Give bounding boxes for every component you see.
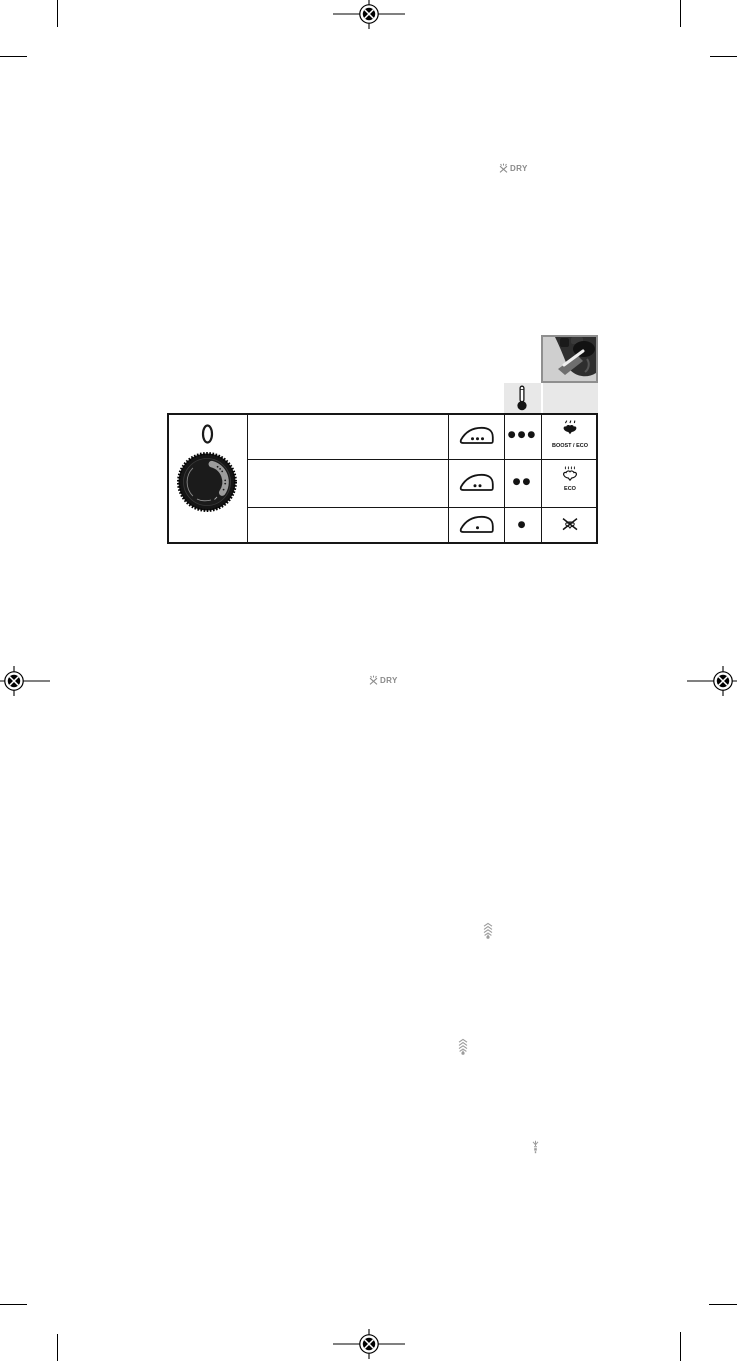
thermometer-icon — [516, 385, 528, 411]
temperature-dots-row2: ●● — [512, 477, 533, 487]
no-steam-icon — [562, 516, 578, 532]
trim-mark-top-right-v — [680, 0, 681, 27]
table-divider — [541, 413, 542, 543]
registration-mark-bottom — [329, 1329, 409, 1359]
iron-1-dot-icon — [457, 512, 495, 537]
dry-label-top — [499, 163, 528, 173]
iron-product-photo — [541, 335, 598, 383]
trim-mark-bottom-left-h — [0, 1304, 27, 1305]
dry-label-mid — [369, 675, 398, 685]
dial-indicator-window — [203, 426, 212, 443]
registration-mark-right — [683, 666, 737, 696]
trim-mark-top-left-h — [0, 56, 27, 57]
vertical-steam-icon — [531, 1140, 540, 1156]
temperature-dots-row3: ● — [517, 520, 528, 530]
steam-header-cell — [543, 383, 599, 413]
table-divider — [247, 459, 597, 460]
steam-boost-icon — [562, 420, 578, 439]
steam-jet-icon — [458, 1038, 468, 1055]
iron-3-dots-icon — [457, 423, 495, 448]
steam-eco-icon — [562, 466, 578, 485]
table-divider — [448, 413, 449, 543]
table-divider — [247, 507, 597, 508]
no-steam-mini-icon — [499, 163, 508, 173]
trim-mark-bottom-right-v — [680, 1332, 681, 1361]
steam-jet-icon — [483, 922, 493, 939]
iron-2-dots-icon — [457, 470, 495, 495]
trim-mark-bottom-left-v — [57, 1334, 58, 1361]
dry-text-top: DRY — [510, 163, 528, 173]
steam-mode-label-row2: ECO — [564, 486, 576, 492]
trim-mark-bottom-right-h — [709, 1304, 737, 1305]
temperature-dial-photo — [167, 413, 247, 543]
steam-mode-label-row1: BOOST / ECO — [551, 443, 589, 449]
registration-mark-top — [329, 0, 409, 29]
trim-mark-top-left-v — [57, 0, 58, 27]
registration-mark-left — [0, 666, 54, 696]
no-steam-mini-icon — [369, 675, 378, 685]
dry-text-mid: DRY — [380, 675, 398, 685]
temperature-header-cell — [504, 383, 541, 413]
temperature-dots-row1: ●●● — [507, 430, 538, 440]
trim-mark-top-right-h — [710, 56, 737, 57]
